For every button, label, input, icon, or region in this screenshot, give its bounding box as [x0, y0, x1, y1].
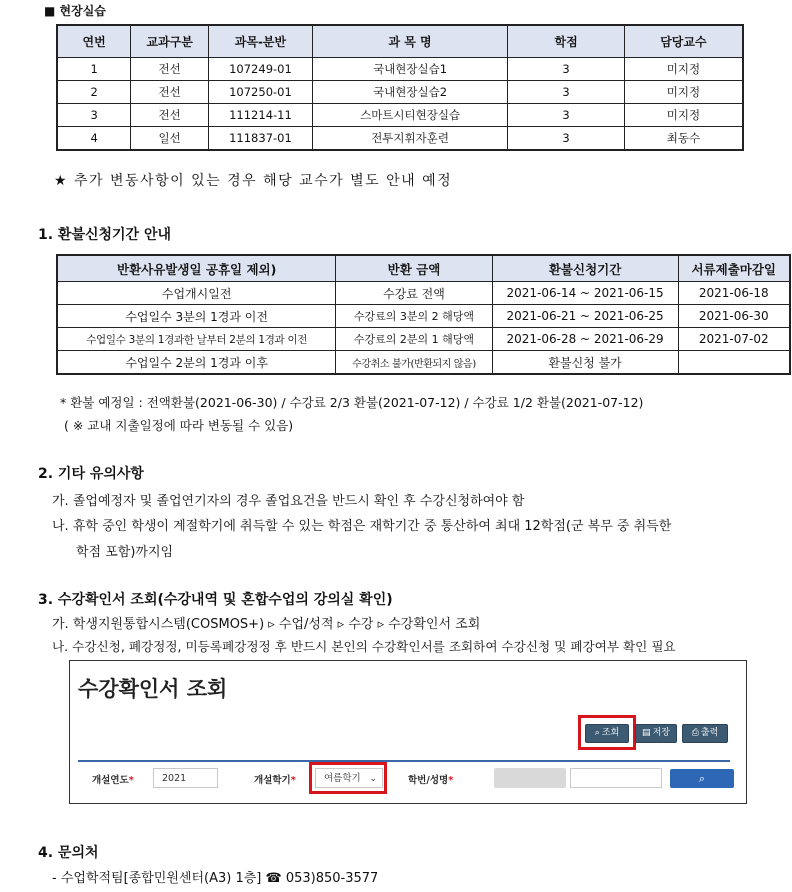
chevron-down-icon: ⌄: [369, 774, 377, 784]
col-header: 과 목 명: [312, 25, 507, 58]
save-icon: ▤: [642, 728, 651, 738]
table-cell: 2021-06-30: [678, 305, 790, 328]
search-icon: ⌕: [698, 772, 706, 785]
table-cell: 111214-11: [209, 104, 313, 127]
confirm-section-title: 3. 수강확인서 조회(수강내역 및 혼합수업의 강의실 확인): [38, 592, 393, 608]
table-cell: 국내현장실습2: [312, 81, 507, 104]
field-practice-table: [56, 24, 744, 151]
notice-item-b-line1: 나. 휴학 중인 학생이 계절학기에 취득할 수 있는 학점은 재학기간 중 통산하여 최대 12학점(군 복무 중 취득한: [52, 519, 672, 534]
table-cell: 수업개시일전: [57, 282, 336, 305]
table-cell: 미지정: [624, 81, 743, 104]
search-button[interactable]: ⌕ 조회: [585, 724, 629, 743]
student-label: 학번/성명*: [408, 775, 454, 786]
change-notice: ★ 추가 변동사항이 있는 경우 해당 교수가 별도 안내 예정: [54, 173, 453, 189]
search-icon: ⌕: [594, 728, 600, 738]
table-cell: 미지정: [624, 58, 743, 81]
table-cell: 환불신청 불가: [492, 351, 678, 375]
refund-table: [56, 254, 791, 375]
notice-item-b-line2: 학점 포함)까지임: [76, 545, 174, 560]
screenshot-title: 수강확인서 조회: [78, 677, 228, 701]
table-cell: 수강취소 불가(반환되지 않음): [336, 351, 492, 375]
table-cell: 미지정: [624, 104, 743, 127]
table-cell: 107250-01: [209, 81, 313, 104]
print-icon: ⎙: [691, 728, 699, 738]
col-header: 연번: [57, 25, 131, 58]
print-button[interactable]: ⎙ 출력: [682, 724, 728, 743]
table-cell: 최동수: [624, 127, 743, 151]
table-cell: 스마트시티현장실습: [312, 104, 507, 127]
table-row: [57, 328, 790, 351]
col-header: 반환사유발생일 공휴일 제외): [57, 255, 336, 282]
table-cell: 111837-01: [209, 127, 313, 151]
col-header: 과목-분반: [209, 25, 313, 58]
search-submit-button[interactable]: [670, 769, 734, 788]
contact-section-title: 4. 문의처: [38, 845, 99, 861]
table-cell: 2021-06-18: [678, 282, 790, 305]
table-cell: 전투지휘자훈련: [312, 127, 507, 151]
table-cell: 수업일수 3분의 1경과 이전: [57, 305, 336, 328]
table-cell: 4: [57, 127, 131, 151]
table-cell: 3: [57, 104, 131, 127]
table-row: [57, 127, 743, 151]
notice-item-a: 가. 졸업예정자 및 졸업연기자의 경우 졸업요건을 반드시 확인 후 수강신청하여야 함: [52, 494, 525, 509]
section-title-field-practice: ■ 현장실습: [44, 4, 106, 18]
col-header: 교과구분: [131, 25, 209, 58]
confirm-item-a: 가. 학생지원통합시스템(COSMOS+) ▹ 수업/성적 ▹ 수강 ▹ 수강확인서 조회: [52, 617, 481, 632]
table-cell: 2: [57, 81, 131, 104]
col-header: 담당교수: [624, 25, 743, 58]
save-button[interactable]: ▤ 저장: [635, 724, 677, 743]
table-cell: 107249-01: [209, 58, 313, 81]
table-cell: 수강료의 3분의 2 해당액: [336, 305, 492, 328]
table-cell: 수업일수 3분의 1경과한 날부터 2분의 1경과 이전: [57, 328, 336, 351]
term-label: 개설학기*: [254, 775, 296, 786]
table-cell: 2021-06-21 ~ 2021-06-25: [492, 305, 678, 328]
divider: [78, 760, 730, 762]
table-cell: 일선: [131, 127, 209, 151]
table-cell: 수강료의 2분의 1 해당액: [336, 328, 492, 351]
table-header-row: [57, 25, 743, 58]
table-cell: 수강료 전액: [336, 282, 492, 305]
table-cell: [678, 351, 790, 375]
table-cell: 2021-06-28 ~ 2021-06-29: [492, 328, 678, 351]
table-header-row: [57, 255, 790, 282]
table-cell: 수업일수 2분의 1경과 이후: [57, 351, 336, 375]
table-cell: 2021-07-02: [678, 328, 790, 351]
table-cell: 전선: [131, 81, 209, 104]
notices-section-title: 2. 기타 유의사항: [38, 466, 144, 482]
confirm-item-b: 나. 수강신청, 폐강정정, 미등록폐강정정 후 반드시 본인의 수강확인서를 조회하여 수강신청 및 폐강여부 확인 필요: [52, 639, 676, 654]
contact-line: - 수업학적팀[종합민원센터(A3) 1층] ☎ 053)850-3577: [52, 871, 379, 886]
year-input[interactable]: 2021: [153, 768, 218, 788]
table-cell: 3: [508, 127, 625, 151]
table-cell: 국내현장실습1: [312, 58, 507, 81]
table-cell: 3: [508, 58, 625, 81]
table-cell: 전선: [131, 104, 209, 127]
refund-schedule-note: * 환불 예정일 : 전액환불(2021-06-30) / 수강료 2/3 환불(2021-07-12) / 수강료 1/2 환불(2021-07-12): [60, 395, 644, 410]
table-row: [57, 58, 743, 81]
student-id-input[interactable]: [494, 768, 566, 788]
term-select[interactable]: 여름학기 ⌄: [315, 768, 383, 788]
col-header: 반환 금액: [336, 255, 492, 282]
refund-change-note: ( ※ 교내 지출일정에 따라 변동될 수 있음): [64, 418, 294, 433]
student-name-input[interactable]: [570, 768, 662, 788]
table-row: [57, 305, 790, 328]
table-row: [57, 104, 743, 127]
table-row: [57, 81, 743, 104]
highlight-box: [578, 715, 636, 750]
table-cell: 3: [508, 81, 625, 104]
table-cell: 1: [57, 58, 131, 81]
table-cell: 2021-06-14 ~ 2021-06-15: [492, 282, 678, 305]
table-row: [57, 282, 790, 305]
table-row: [57, 351, 790, 375]
col-header: 학점: [508, 25, 625, 58]
col-header: 환불신청기간: [492, 255, 678, 282]
year-label: 개설연도*: [92, 775, 134, 786]
highlight-box: [309, 762, 387, 794]
table-cell: 3: [508, 104, 625, 127]
refund-section-title: 1. 환불신청기간 안내: [38, 227, 171, 243]
col-header: 서류제출마감일: [678, 255, 790, 282]
confirmation-lookup-screenshot: [69, 660, 747, 804]
table-cell: 전선: [131, 58, 209, 81]
